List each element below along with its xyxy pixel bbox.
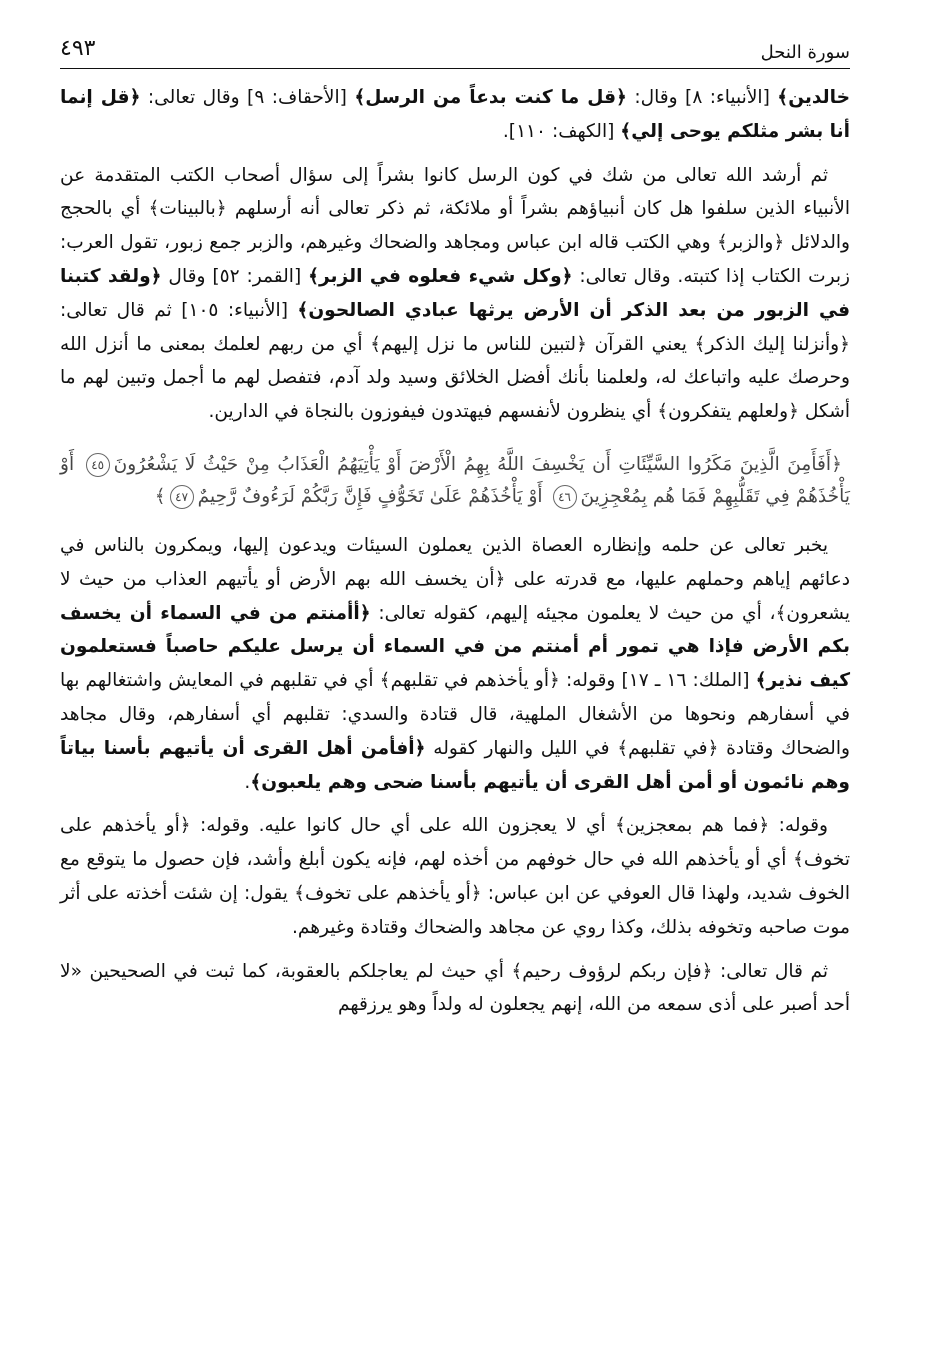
quoted-verse-text: ﴿وكل شيء فعلوه في الزبر﴾ — [308, 265, 573, 287]
commentary-text: ثم قال تعالى: ﴿فإن ربكم لرؤوف رحيم﴾ أي حيث لم يعاجلكم بالعقوبة، كما ثبت في الصحيحين «لا أحد أصبر على أذى سمعه من الله، إنهم يجعلون له ولداً وهو يرزقهم — [60, 960, 850, 1016]
commentary-text: [الأنبياء: ٨] وقال: — [626, 87, 778, 108]
quran-verse-block: ﴿أَفَأَمِنَ الَّذِينَ مَكَرُوا السَّيِّئَاتِ أَن يَخْسِفَ اللَّهُ بِهِمُ الْأَرْضَ أَوْ يَأْتِيَهُمُ الْعَذَابُ مِنْ حَيْثُ لَا يَشْعُرُونَ٤٥ أَوْ يَأْخُذَهُمْ فِي تَقَلُّبِهِمْ فَمَا هُم بِمُعْجِزِينَ٤٦ أَوْ يَأْخُذَهُمْ عَلَىٰ تَخَوُّفٍ فَإِنَّ رَبَّكُمْ لَرَءُوفٌ رَّحِيمٌ٤٧﴾ — [60, 453, 850, 507]
page-body — [60, 69, 850, 1022]
verse-number-46: ٤٦ — [553, 485, 577, 509]
quoted-verse-text: ﴿ولقد كتبنا في الزبور من بعد الذكر أن الأرض يرثها عبادي الصالحون﴾ — [60, 265, 850, 321]
commentary-text: ثم أرشد الله تعالى من شك في كون الرسل كانوا بشراً إلى سؤال أصحاب الكتب المتقدمة عن الأنبياء الذين سلفوا هل كان أنبياؤهم بشراً أو ملائكة، ثم ذكر تعالى أنه أرسلهم ﴿بالبينات﴾ أي بالحجج والدلائل ﴿والزبر﴾ وهي الكتب قاله ابن عباس ومجاهد والضحاك وغيرهم، والزبر جمع زبور، تقول العرب: زبرت الكتاب إذا كتبته. وقال تعالى: — [60, 164, 850, 287]
commentary-text: [الأنبياء: ١٠٥] ثم قال تعالى: ﴿وأنزلنا إليك الذكر﴾ يعني القرآن ﴿لتبين للناس ما نزل إليهم﴾ أي من ربهم لعلمك بمعنى ما أنزل الله وحرصك عليه واتباعك له، ولعلمنا بأنك أفضل الخلائق وسيد ولد آدم، فتفصل لهم ما أجمل وتبين لهم ما أشكل ﴿ولعلهم يتفكرون﴾ أي ينظرون لأنفسهم فيهتدون فيفوزون بالنجاة في الدارين. — [60, 299, 850, 423]
quoted-verse-text: ﴿قل ما كنت بدعاً من الرسل﴾ — [354, 87, 627, 108]
verse-text-46: أَوْ يَأْخُذَهُمْ فِي تَقَلُّبِهِمْ فَمَا هُم بِمُعْجِزِينَ — [60, 453, 850, 507]
commentary-text: [الأحقاف: ٩] وقال تعالى: — [140, 87, 355, 108]
commentary-text: [القمر: ٥٢] وقال — [161, 265, 309, 287]
paragraph-p5 — [60, 955, 850, 1023]
paragraph-p2 — [60, 159, 850, 429]
verse-text-45: أَفَأَمِنَ الَّذِينَ مَكَرُوا السَّيِّئَاتِ أَن يَخْسِفَ اللَّهُ بِهِمُ الْأَرْضَ أَوْ يَأْتِيَهُمُ الْعَذَابُ مِنْ حَيْثُ لَا يَشْعُرُونَ — [113, 453, 832, 475]
page-number: ٤٩٣ — [60, 36, 96, 61]
verse-number-47: ٤٧ — [170, 485, 194, 509]
commentary-section-bottom — [60, 529, 850, 1022]
commentary-text: يخبر تعالى عن حلمه وإنظاره العصاة الذين يعملون السيئات ويدعون إليها، ويمكرون بالناس في دعائهم إياهم وحملهم عليها، مع قدرته على ﴿أن يخسف الله بهم الأرض أو يأتيهم العذاب من حيث لا يشعرون﴾، أي من حيث لا يعلمون مجيئه إليهم، كقوله تعالى: — [60, 534, 851, 624]
paragraph-p4 — [60, 809, 850, 944]
book-page — [60, 30, 850, 1350]
commentary-text: . — [244, 771, 251, 793]
commentary-text: وقوله: ﴿فما هم بمعجزين﴾ أي لا يعجزون الله على أي حال كانوا عليه. وقوله: ﴿أو يأخذهم على تخوف﴾ أي أو يأخذهم الله في حال خوفهم من أخذه لهم، فإنه يكون أبلغ وأشد، فإن حصول ما يتوقع مع الخوف شديد، ولهذا قال العوفي عن ابن عباس: ﴿أو يأخذهم على تخوف﴾ يقول: إن شئت أخذته على أثر موت صاحبه وتخوفه بذلك، وكذا روي عن مجاهد والضحاك وقتادة وغيرهم. — [60, 815, 850, 938]
commentary-text: [الكهف: ١١٠]. — [502, 120, 621, 142]
verse-text-47: أَوْ يَأْخُذَهُمْ عَلَىٰ تَخَوُّفٍ فَإِنَّ رَبَّكُمْ لَرَءُوفٌ رَّحِيمٌ — [197, 485, 543, 507]
quoted-verse-text: ﴿قل إنما أنا بشر مثلكم يوحى إلي﴾ — [60, 87, 850, 142]
quoted-verse-text: ﴿أأمنتم من في السماء أن يخسف بكم الأرض فإذا هي تمور أم أمنتم من في السماء أن يرسل عليكم حاصباً فستعلمون كيف نذير﴾ — [60, 602, 851, 692]
quoted-verse-text: خالدين﴾ — [777, 87, 851, 108]
paragraph-p1 — [60, 81, 850, 149]
surah-title: سورة النحل — [760, 42, 850, 63]
commentary-section-top — [60, 81, 850, 429]
page-header — [60, 30, 850, 69]
paragraph-p3 — [60, 529, 850, 799]
commentary-text: [الملك: ١٦ ـ ١٧] وقوله: ﴿أو يأخذهم في تقلبهم﴾ أي في تقلبهم في المعايش واشتغالهم بها في أسفارهم ونحوها من الأشغال الملهية، قال قتادة والسدي: تقلبهم أي أسفارهم، وقال مجاهد والضحاك وقتادة ﴿في تقلبهم﴾ في الليل والنهار كقوله — [60, 670, 850, 759]
verse-number-45: ٤٥ — [86, 453, 110, 477]
quoted-verse-text: ﴿أفأمن أهل القرى أن يأتيهم بأسنا بياتاً وهم نائمون أو أمن أهل القرى أن يأتيهم بأسنا ضحى وهم يلعبون﴾ — [60, 737, 850, 793]
